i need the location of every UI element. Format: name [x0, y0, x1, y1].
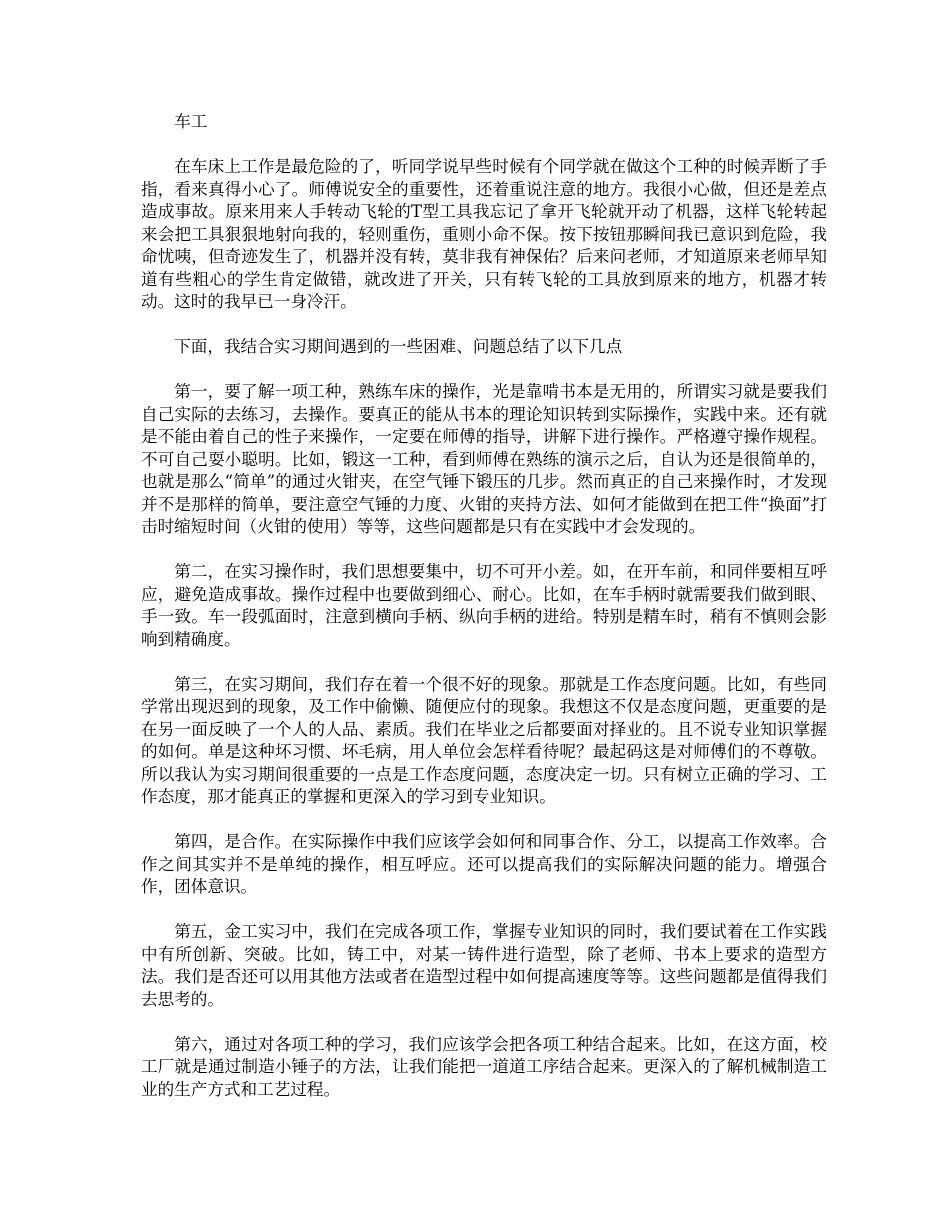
- paragraph-lathe-incident: 在车床上工作是最危险的了，听同学说早些时候有个同学就在做这个工种的时候弄断了手指，看来真得小心了。师傅说安全的重要性，还着重说注意的地方。我很小心做，但还是差点造成事故。原来用来人手转动飞轮的T型工具我忘记了拿开飞轮就开动了机器，这样飞轮转起来会把工具狠狠地射向我的，轻则重伤，重则小命不保。按下按钮那瞬间我已意识到危险，我命忧咦，但奇迹发生了，机器并没有转，莫非我有神保佑？后来问老师，才知道原来老师早知道有些粗心的学生肯定做错，就改进了开关，只有转飞轮的工具放到原来的地方，机器才转动。这时的我早已一身冷汗。: [141, 157, 827, 311]
- section-heading: 车工: [174, 112, 208, 131]
- paragraph-summary-intro: 下面，我结合实习期间遇到的一些困难、问题总结了以下几点: [174, 337, 623, 356]
- paragraph-point-5: 第五，金工实习中，我们在完成各项工作，掌握专业知识的同时，我们要试着在工作实践中有所创新、突破。比如，铸工中，对某一铸件进行造型，除了老师、书本上要求的造型方法。我们是否还可以用其他方法或者在造型过程中如何提高速度等等。这些问题都是值得我们去思考的。: [141, 922, 827, 1009]
- paragraph-point-3: 第三，在实习期间，我们存在着一个很不好的现象。那就是工作态度问题。比如，有些同学常出现迟到的现象，及工作中偷懒、随便应付的现象。我想这不仅是态度问题，更重要的是在另一面反映了一个人的人品、素质。我们在毕业之后都要面对择业的。且不说专业知识掌握的如何。单是这种坏习惯、坏毛病，用人单位会怎样看待呢？最起码这是对师傅们的不尊敬。所以我认为实习期间很重要的一点是工作态度问题，态度决定一切。只有树立正确的学习、工作态度，那才能真正的掌握和更深入的学习到专业知识。: [141, 674, 827, 806]
- document-body: [141, 111, 827, 1124]
- paragraph-point-4: 第四，是合作。在实际操作中我们应该学会如何和同事合作、分工，以提高工作效率。合作之间其实并不是单纯的操作，相互呼应。还可以提高我们的实际解决问题的能力。增强合作，团体意识。: [141, 832, 827, 896]
- paragraph-point-2: 第二，在实习操作时，我们思想要集中，切不可开小差。如，在开车前，和同伴要相互呼应，避免造成事故。操作过程中也要做到细心、耐心。比如，在车手柄时就需要我们做到眼、手一致。车一段弧面时，注意到横向手柄、纵向手柄的进给。特别是精车时，稍有不慎则会影响到精确度。: [141, 562, 827, 649]
- paragraph-point-6: 第六，通过对各项工种的学习，我们应该学会把各项工种结合起来。比如，在这方面，校工厂就是通过制造小锤子的方法，让我们能把一道道工序结合起来。更深入的了解机械制造工业的生产方式和工艺过程。: [141, 1034, 827, 1099]
- paragraph-point-1: 第一，要了解一项工种，熟练车床的操作，光是靠啃书本是无用的，所谓实习就是要我们自己实际的去练习，去操作。要真正的能从书本的理论知识转到实际操作，实践中来。还有就是不能由着自己的性子来操作，一定要在师傅的指导，讲解下进行操作。严格遵守操作规程。不可自己耍小聪明。比如，锻这一工种，看到师傅在熟练的演示之后，自认为还是很简单的，也就是那么“简单”的通过火钳夹，在空气锤下锻压的几步。然而真正的自己来操作时，才发现并不是那样的简单，要注意空气锤的力度、火钳的夹持方法、如何才能做到在把工件“换面”打击时缩短时间（火钳的使用）等等，这些问题都是只有在实践中才会发现的。: [141, 382, 827, 536]
